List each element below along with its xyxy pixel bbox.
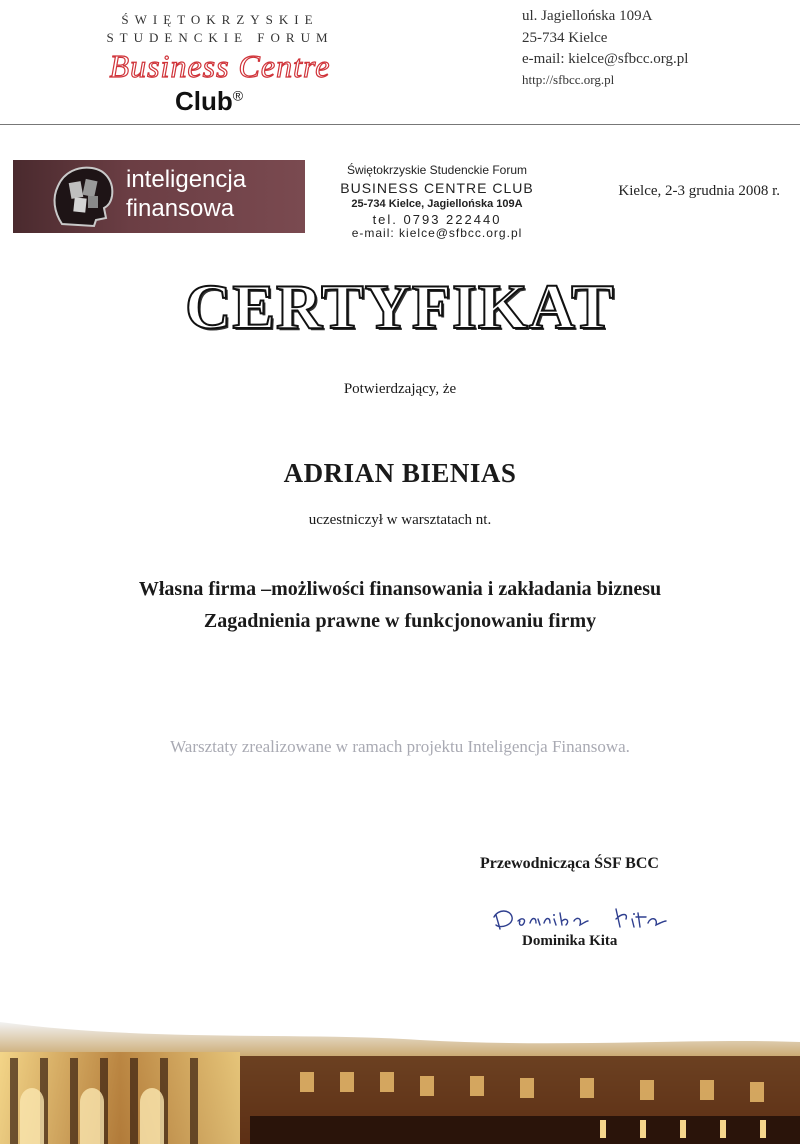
header-divider (0, 124, 800, 125)
certificate-title: CERTYFIKAT (185, 271, 615, 342)
address-email: e-mail: kielce@sfbcc.org.pl (522, 51, 689, 67)
stamp-line3: 25-734 Kielce, Jagiellońska 109A (351, 198, 523, 210)
stamp-line2: BUSINESS CENTRE CLUB (340, 180, 534, 196)
head-silhouette-icon (48, 162, 118, 232)
program-logo-line2: finansowa (126, 195, 235, 222)
signatory-title: Przewodnicząca ŚSF BCC (480, 855, 659, 872)
building-photo (0, 1012, 800, 1144)
registered-mark: ® (232, 87, 244, 104)
stamp-line5: e-mail: kielce@sfbcc.org.pl (351, 226, 523, 240)
signatory-name: Dominika Kita (522, 933, 618, 949)
address-website: http://sfbcc.org.pl (522, 72, 615, 87)
stamp-line1: Świętokrzyskie Studenckie Forum (346, 163, 528, 177)
address-city: 25-734 Kielce (522, 30, 608, 46)
issue-date: Kielce, 2-3 grudnia 2008 r. (618, 183, 780, 199)
project-note: Warsztaty zrealizowane w ramach projektu Inteligencja Finansowa. (170, 737, 630, 756)
recipient-name: ADRIAN BIENIAS (283, 458, 517, 488)
confirm-text: Potwierdzający, że (343, 381, 457, 397)
org-club-label (175, 86, 243, 117)
address-street: ul. Jagiellońska 109A (522, 8, 653, 24)
org-club-text: Club (175, 86, 233, 116)
stamp-line4: tel. 0793 222440 (372, 212, 502, 227)
workshop-topic-2: Zagadnienia prawne w funkcjonowaniu firmy (203, 610, 597, 632)
org-name-line2: STUDENCKIE FORUM (106, 30, 334, 45)
handwritten-signature (488, 903, 688, 935)
program-logo-line1: inteligencja (126, 166, 247, 193)
workshop-topic-1: Własna firma –możliwości finansowania i zakładania biznesu (138, 578, 662, 600)
org-name-line1: ŚWIĘTOKRZYSKIE (121, 12, 319, 27)
participation-text: uczestniczył w warsztatach nt. (308, 512, 492, 528)
org-brand-logo: Business Centre (109, 48, 331, 84)
